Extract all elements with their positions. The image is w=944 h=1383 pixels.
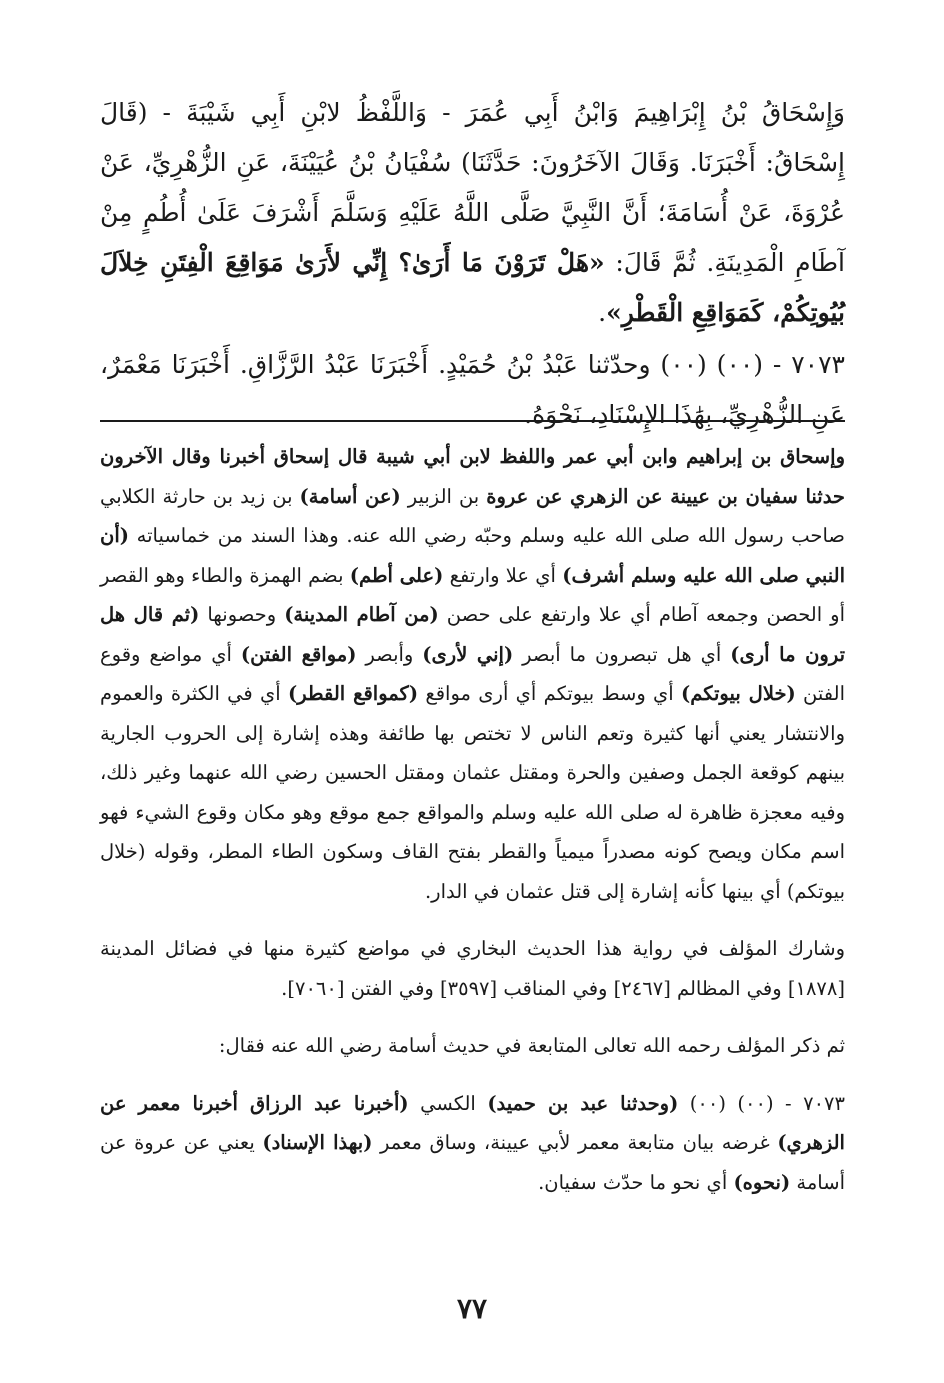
hadith-end: . (598, 298, 607, 327)
commentary-bold-run: (على أطم) (349, 563, 444, 587)
commentary-block (100, 437, 845, 1202)
commentary-run: أي علا وارتفع (443, 563, 563, 587)
commentary-bold-run: (نحوه) (733, 1170, 791, 1194)
commentary-bold-run: وإسحاق بن إبراهيم وابن أبي عمر واللفظ لابن أبي شيبة قال إسحاق أخبرنا وقال الآخرون حدثنا سفيان بن عيينة عن الزهري عن عروة (100, 445, 845, 508)
commentary-bold-run: (من آطام المدينة) (284, 603, 439, 626)
commentary-run: وأبصر (356, 642, 423, 666)
commentary-bold-run: (عن أسامة) (299, 484, 401, 508)
page-number: ٧٧ (456, 1292, 488, 1325)
hadith-quote: «هَلْ تَرَوْنَ مَا أَرَىٰ؟ إِنِّي لأَرَىٰ مَوَاقِعَ الْفِتَنِ خِلاَلَ بُيُوتِكُمْ، كَمَوَاقِعِ الْقَطْرِ» (100, 248, 845, 327)
commentary-bold-run: (خلال بيوتكم) (681, 682, 796, 705)
commentary-run: أي نحو ما حدّث سفيان. (538, 1170, 734, 1194)
commentary-bold-run: (مواقع الفتن) (240, 642, 357, 666)
commentary-run: بن الزبير (400, 484, 487, 508)
commentary-run: بضم الهمزة والطاء وهو القصر أو الحصن وجمعه آطام أي علا وارتفع على حصن (100, 563, 845, 626)
commentary-run: وحصونها (199, 603, 285, 626)
commentary-bold-run: (إني لأرى) (422, 642, 514, 666)
commentary-bold-run: (كمواقع القطر) (288, 682, 419, 705)
commentary-paragraph-1 (100, 437, 845, 911)
hadith-chain: ٧٠٧٣ - (٠٠) (٠٠) وحدّثنا عَبْدُ بْنُ حُمَيْدٍ. أَخْبَرَنَا عَبْدُ الرَّزَّاقِ. أَخْبَرَنَا مَعْمَرٌ، عَنِ الزُّهْرِيِّ، بِهَٰذَا الإِسْنَادِ، نَحْوَهُ. (100, 350, 845, 429)
commentary-run: أي مواضع وقوع الفتن (100, 642, 845, 705)
commentary-bold-run: (أن النبي صلى الله عليه وسلم أشرف) (100, 524, 845, 587)
hadith-paragraph (100, 88, 845, 338)
hadith-text: وَإِسْحَاقُ بْنُ إِبْرَاهِيمَ وَابْنُ أَبِي عُمَرَ - وَاللَّفْظُ لابْنِ أَبِي شَيْبَةَ - (قَالَ إِسْحَاقُ: أَخْبَرَنَا. وَقَالَ الآخَرُونَ: حَدَّثَنَا) سُفْيَانُ بْنُ عُيَيْنَةَ، عَنِ الزُّهْرِيِّ، عَنْ عُرْوَةَ، عَنْ أُسَامَةَ؛ أَنَّ النَّبِيَّ صَلَّى اللَّهُ عَلَيْهِ وَسَلَّمَ أَشْرَفَ عَلَىٰ أُطُمٍ مِنْ آطَامِ الْمَدِينَةِ. ثُمَّ قَالَ: (100, 98, 846, 277)
commentary-run: بن زيد بن حارثة الكلابي صاحب رسول الله صلى الله عليه وسلم وحبّه رضي الله عنه. وهذا السند من خماسياته (100, 484, 845, 547)
commentary-bold-run: (أخبرنا عبد الرزاق أخبرنا معمر عن الزهري) (100, 1091, 845, 1154)
commentary-bold-run: (وحدثنا عبد بن حميد) (487, 1091, 679, 1115)
commentary-run: ٧٠٧٣ - (٠٠) (٠٠) (678, 1091, 845, 1115)
commentary-run: أي هل تبصرون ما أبصر (513, 642, 731, 666)
commentary-bold-run: (ثم قال هل ترون ما أرى) (100, 603, 846, 666)
commentary-run: الكسي (408, 1091, 488, 1115)
section-divider (100, 420, 845, 422)
commentary-run: أي وسط بيوتكم أي أرى مواقع (418, 682, 681, 705)
hadith-text-block (100, 88, 845, 440)
commentary-paragraph-4 (100, 1084, 845, 1203)
commentary-run: أي في الكثرة والعموم والانتشار يعني أنها كثيرة وتعم الناس لا تختص بها طائفة وهذه إشارة إلى الحروب الجارية بينهم كوقعة الجمل وصفين والحرة ومقتل عثمان ومقتل الحسين رضي الله عنهما وغير ذلك، وفيه معجزة ظاهرة له صلى الله عليه وسلم والمواقع جمع موقع وهو مكان وقوع الشيء فهو اسم مكان ويصح كونه مصدراً ميمياً والقطر بفتح القاف وسكون الطاء المطر، وقوله (خلال بيوتكم) أي بينها كأنه إشارة إلى قتل عثمان في الدار. (100, 682, 845, 903)
commentary-paragraph-3: ثم ذكر المؤلف رحمه الله تعالى المتابعة في حديث أسامة رضي الله عنه فقال: (218, 1034, 845, 1057)
commentary-run: يعني عن عروة عن أسامة (100, 1131, 845, 1194)
commentary-run: غرضه بيان متابعة معمر لأبي عيينة، وساق معمر (372, 1131, 778, 1154)
commentary-paragraph-2: وشارك المؤلف في رواية هذا الحديث البخاري في مواضع كثيرة منها في فضائل المدينة [١٨٧٨] وفي المظالم [٢٤٦٧] وفي المناقب [٣٥٩٧] وفي الفتن [٧٠٦٠]. (100, 937, 845, 1000)
commentary-bold-run: (بهذا الإسناد) (262, 1131, 373, 1154)
